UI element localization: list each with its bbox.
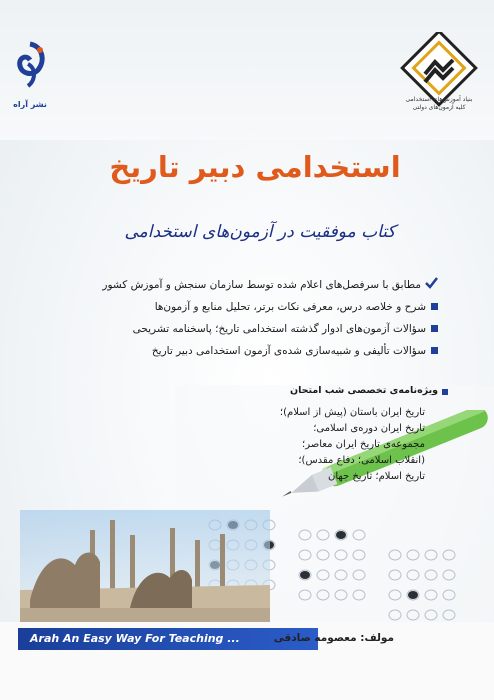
publisher-tagline: Arah An Easy Way For Teaching ... <box>18 628 318 650</box>
checkmark-icon <box>424 276 438 290</box>
feature-list <box>100 278 438 366</box>
feature-item <box>100 300 438 314</box>
topic-item: (انقلاب اسلامی؛ دفاع مقدس)؛ <box>298 455 425 466</box>
special-text: ویژه‌نامه‌ی تخصصی شب امتحان <box>290 385 439 396</box>
feature-item <box>100 322 438 336</box>
topics-list <box>200 405 425 485</box>
topic-item: مجموعه‌ی تاریخ ایران معاصر؛ <box>302 439 425 450</box>
feature-text: سؤالات آزمون‌های ادوار گذشته استخدامی تاریخ؛ پاسخنامه تشریحی <box>132 323 426 335</box>
topic-item: تاریخ ایران باستان (پیش از اسلام)؛ <box>279 407 425 418</box>
square-bullet-icon <box>431 303 438 310</box>
feature-item <box>100 344 438 358</box>
author-name: مولف: معصومه صادقی <box>273 632 394 644</box>
feature-text: مطابق با سرفصل‌های اعلام شده توسط سازمان سنجش و آموزش کشور <box>102 279 421 291</box>
book-subtitle: کتاب موفقیت در آزمون‌های استخدامی <box>124 222 396 242</box>
institute-line2: کلیه آزمون‌های دولتی <box>412 104 466 111</box>
publisher-name: نشر آراه <box>13 100 47 109</box>
special-edition-note <box>290 385 448 396</box>
topic-item: تاریخ اسلام؛ تاریخ جهان <box>327 471 425 482</box>
square-bullet-icon <box>431 347 438 354</box>
feature-text: شرح و خلاصه درس، معرفی نکات برتر، تحلیل منابع و آزمون‌ها <box>154 301 426 313</box>
feature-item <box>100 278 438 292</box>
topic-item: تاریخ ایران دوره‌ی اسلامی؛ <box>313 423 425 434</box>
square-bullet-icon <box>442 389 448 395</box>
institute-line1: بنیاد آموزش‌های استخدامی <box>405 96 473 103</box>
persepolis-image <box>20 490 270 630</box>
institute-caption <box>398 96 480 112</box>
square-bullet-icon <box>431 325 438 332</box>
book-title: استخدامی دبیر تاریخ <box>109 150 401 184</box>
feature-text: سؤالات تألیفی و شبیه‌سازی شده‌ی آزمون استخدامی دبیر تاریخ <box>151 345 426 357</box>
